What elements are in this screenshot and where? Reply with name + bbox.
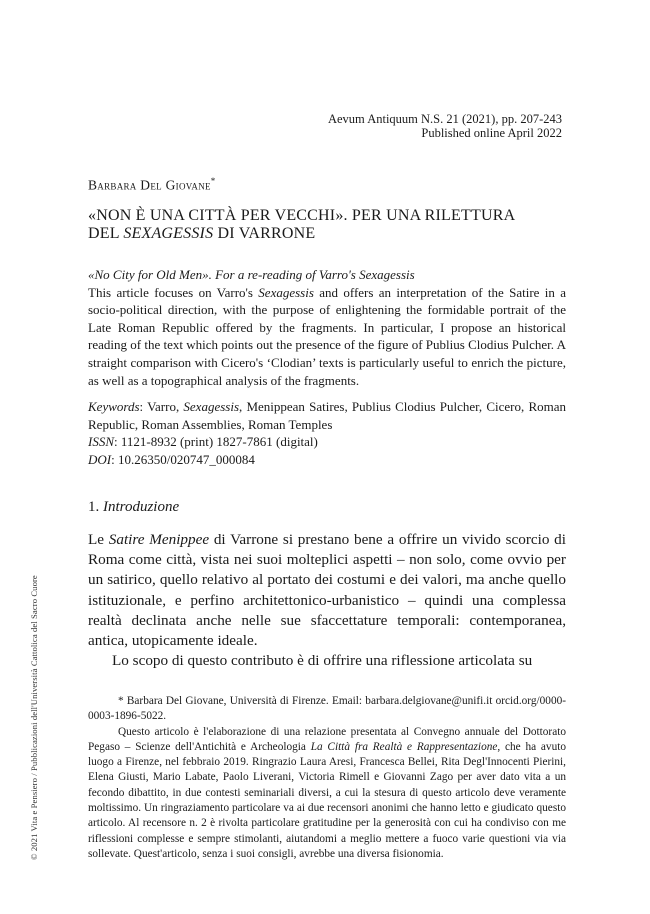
section-number: 1. (88, 499, 103, 515)
keywords-line (88, 398, 566, 433)
author-name-text: Barbara Del Giovane (88, 177, 211, 193)
keywords-italic: Sexagessis (183, 399, 240, 414)
abstract-text (88, 284, 566, 390)
footnote-ack-start: Questo articolo è l'elaborazione di una relazione presentata al Convegno annuale del Dottorato Pegaso – Scienze dell'Antichità e Archeologia (88, 725, 566, 753)
body-paragraph-2: Lo scopo di questo contributo è di offrire una riflessione articolata su (112, 652, 533, 670)
section-heading (88, 499, 179, 516)
author-name (88, 176, 216, 194)
title-line-2 (88, 225, 568, 243)
body-text (88, 530, 566, 671)
footnote-author: * Barbara Del Giovane, Università di Firenze. Email: barbara.delgiovane@unifi.it orcid.org/0000-0003-1896-5022. (88, 695, 566, 723)
footnote-ack-rest: , che ha avuto luogo a Firenze, nel febbraio 2019. Ringrazio Laura Aresi, Francesca Bellei, Rita Degl'Innocenti Pierini, Elena Giusti, Mario Labate, Paolo Liverani, Victoria Rimell e Giovanni Zago per aver dato vita a un fecondo dibattito, in due contesti seminariali diversi, a cui la stesura di questo articolo deve veramente moltissimo. Un ringraziamento particolare va ai due recensori anonimi che hanno letto e giudicato questo articolo. Al recensore n. 2 è rivolta particolare gratitudine per la generosità con cui ha condiviso con me riflessioni complesse e sempre stimolanti, aiutandomi a meglio mettere a fuoco varie questioni via via sollevate. Quest'articolo, senza i suoi consigli, avrebbe una diversa fisionomia. (88, 740, 567, 860)
doi-label: DOI (88, 451, 112, 467)
english-title: «No City for Old Men». For a re-reading of Varro's Sexagessis (88, 267, 415, 282)
article-title (88, 207, 568, 243)
keywords-rest: , Menippean Satires, Publius Clodius Pulcher, Cicero, Roman Republic, Roman Assemblies, Roman Temples (88, 399, 566, 432)
footnotes (88, 694, 566, 862)
doi-line (88, 451, 566, 469)
copyright-sidebar (29, 490, 43, 860)
title-line-2-suffix: DI VARRONE (213, 225, 316, 242)
footnote-acknowledgements (88, 725, 566, 863)
section-title: Introduzione (103, 499, 180, 515)
body-p1-italic: Satire Menippee (108, 531, 210, 548)
copyright-text: © 2021 Vita e Pensiero / Pubblicazioni dell'Università Cattolica del Sacro Cuore (29, 575, 39, 860)
abstract-italic-word: Sexagessis (258, 284, 314, 300)
issn-value: : 1121-8932 (print) 1827-7861 (digital) (114, 434, 318, 450)
title-line-1: «NON È UNA CITTÀ PER VECCHI». PER UNA RILETTURA (88, 207, 516, 224)
publication-date: Published online April 2022 (421, 126, 562, 140)
abstract-text-part-2: and offers an interpretation of the Satire in a socio-political direction, with the purpose of enlightening the formidable portrait of the Late Roman Republic offered by the fragments. In particular, I propose an historical reading of the text which points out the presence of the figure of Publius Clodius Pulcher. A straight comparison with Cicero's ‘Clodian’ texts is particularly useful to enrich the picture, as well as a topographical analysis of the fragments. (88, 284, 566, 388)
author-footnote-mark: * (210, 176, 216, 186)
footnote-ack-italic: La Città fra Realtà e Rappresentazione (310, 740, 498, 753)
issn-line (88, 433, 566, 451)
keywords-block (88, 398, 566, 468)
doi-value: : 10.26350/020747_000084 (111, 451, 255, 467)
issn-label: ISSN (88, 434, 114, 450)
abstract-text-part-1: This article focuses on Varro's (88, 284, 259, 300)
title-line-2-prefix: DEL (88, 225, 124, 242)
body-p1-rest: di Varrone si prestano bene a offrire un vivido scorcio di Roma come città, vista nei suoi molteplici aspetti – non solo, come ovvio per un satirico, quello relativo al portato dei costumi e dei valori, ma anche quello istituzionale, e perfino architettonico-urbanistico – quindi una complessa realtà declinata anche nelle sue sfaccettature temporali: contemporanea, antica, utopicamente ideale. (88, 531, 566, 650)
body-p1-start: Le (88, 531, 109, 548)
abstract (88, 266, 566, 389)
keywords-label: Keywords (88, 399, 140, 414)
body-paragraph-1 (88, 530, 566, 651)
journal-citation: Aevum Antiquum N.S. 21 (2021), pp. 207-243 (327, 112, 562, 126)
journal-running-head (328, 112, 562, 140)
keywords-prefix: : Varro, (139, 399, 184, 414)
title-italic-word: SEXAGESSIS (123, 225, 214, 242)
